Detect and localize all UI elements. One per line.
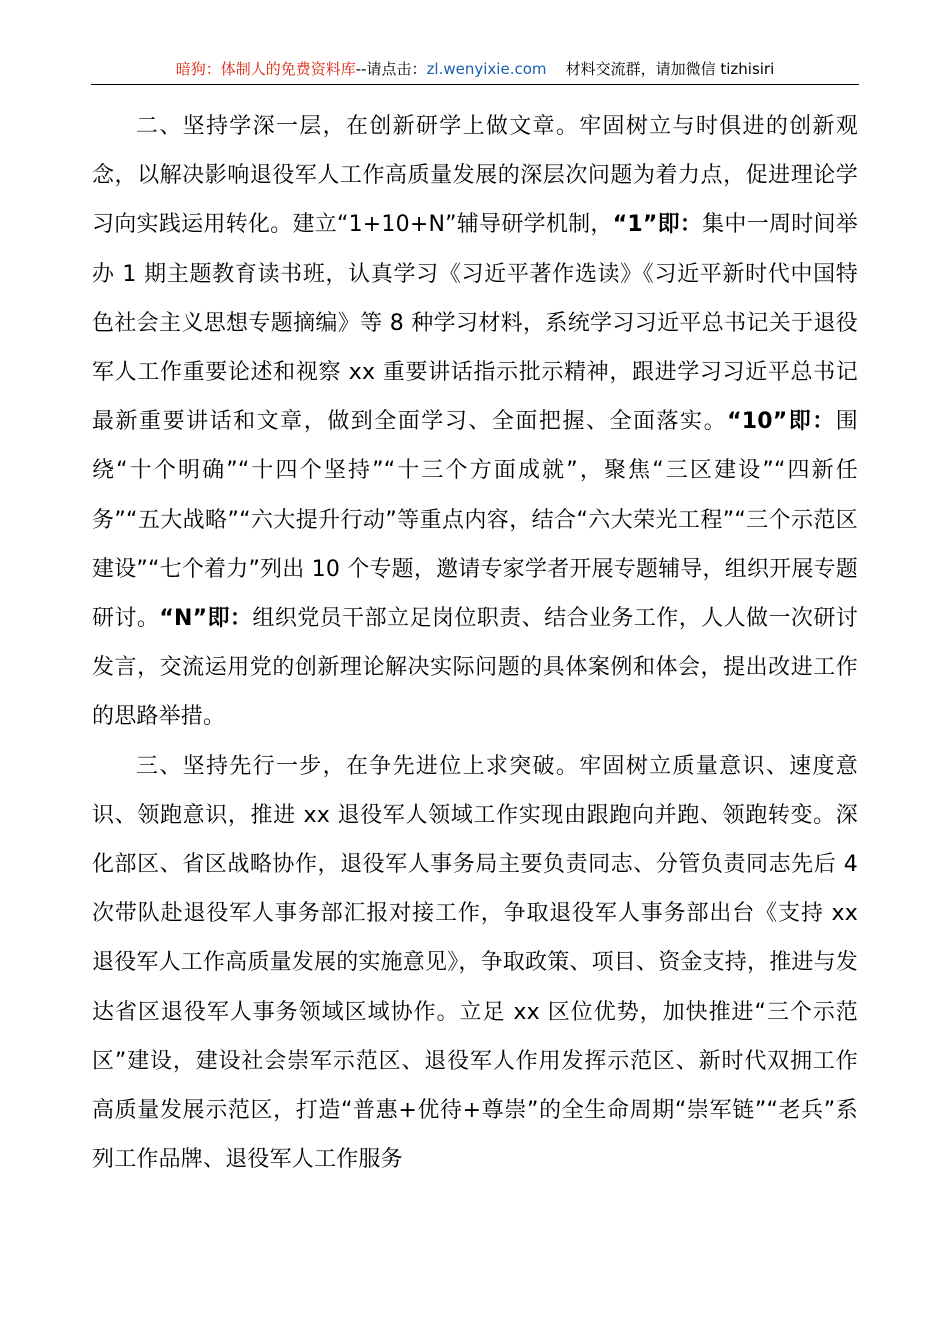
header-title: 暗狗：体制人的免费资料库: [175, 60, 356, 78]
paragraph-2-text-2: 集中一周时间举办 1 期主题教育读书班，认真学习《习近平著作选读》《习近平新时代中国特色社会主义思想专题摘编》等 8 种学习材料，系统学习习近平总书记关于退役军人工作重要论述和视察 xx 重要讲话指示批示精神，跟进学习习近平总书记最新重要讲话和文章，做到全面学习、全面把握、全面落实。: [92, 212, 858, 435]
header-divider: [91, 84, 859, 85]
term-10-label: “10”即：: [727, 409, 836, 435]
paragraph-2: [92, 102, 858, 742]
paragraph-2-text-3: 围绕“十个明确”“十四个坚持”“十三个方面成就”，聚焦“三区建设”“四新任务”“五大战略”“六大提升行动”等重点内容，结合“六大荣光工程”“三个示范区建设”“七个着力”列出 10 个专题，邀请专家学者开展专题辅导，组织开展专题研讨。: [92, 409, 858, 632]
paragraph-2-text-4: 组织党员干部立足岗位职责、结合业务工作，人人做一次研讨发言，交流运用党的创新理论解决实际问题的具体案例和体会，提出改进工作的思路举措。: [92, 606, 858, 730]
header-contact: 材料交流群，请加微信 tizhisiri: [565, 60, 775, 78]
term-n-label: “N”即：: [159, 606, 253, 632]
page-header: [0, 58, 950, 80]
term-1-label: “1”即：: [612, 212, 703, 238]
document-body: [92, 102, 858, 1184]
paragraph-2-text-1: 二、坚持学深一层，在创新研学上做文章。牢固树立与时俱进的创新观念，以解决影响退役军人工作高质量发展的深层次问题为着力点，促进理论学习向实践运用转化。建立“1+10+N”辅导研学机制，: [92, 114, 858, 238]
header-url-link[interactable]: zl.wenyixie.com: [426, 60, 547, 78]
header-prompt: --请点击：: [355, 60, 427, 78]
paragraph-3: 三、坚持先行一步，在争先进位上求突破。牢固树立质量意识、速度意识、领跑意识，推进 xx 退役军人领域工作实现由跟跑向并跑、领跑转变。深化部区、省区战略协作，退役军人事务局主要负责同志、分管负责同志先后 4 次带队赴退役军人事务部汇报对接工作，争取退役军人事务部出台《支持 xx 退役军人工作高质量发展的实施意见》，争取政策、项目、资金支持，推进与发达省区退役军人事务领域区域协作。立足 xx 区位优势，加快推进“三个示范区”建设，建设社会崇军示范区、退役军人作用发挥示范区、新时代双拥工作高质量发展示范区，打造“普惠+优待+尊崇”的全生命周期“崇军链”“老兵”系列工作品牌、退役军人工作服务: [92, 753, 859, 1173]
